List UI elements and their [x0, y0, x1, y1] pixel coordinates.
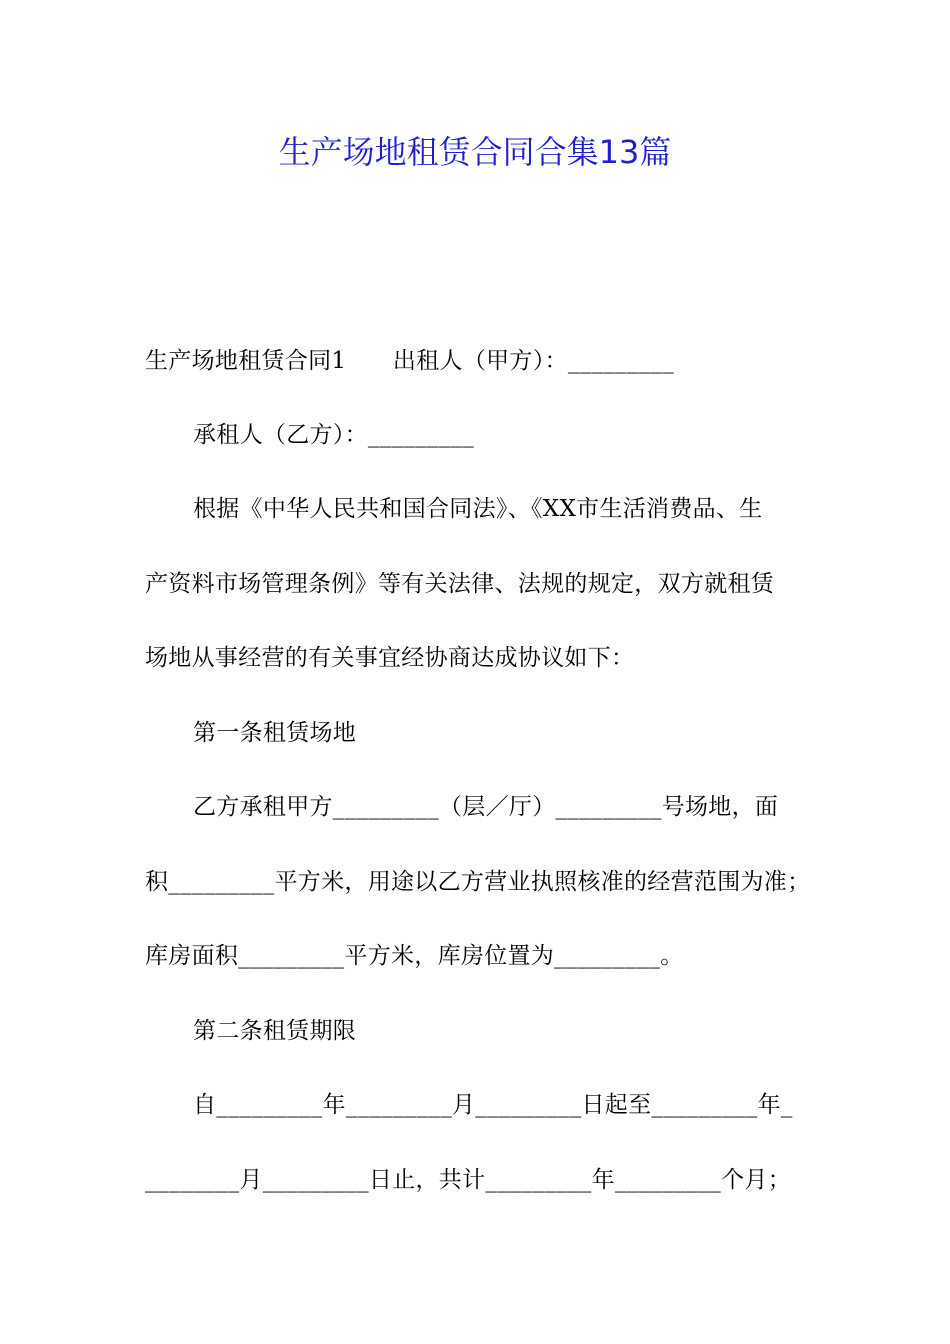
paragraph-line-basis-1: 根据《中华人民共和国合同法》、《XX市生活消费品、生 — [193, 496, 763, 522]
paragraph-line-basis-3: 场地从事经营的有关事宜经协商达成协议如下： — [145, 645, 635, 671]
article-heading-2: 第二条租赁期限 — [193, 1018, 357, 1044]
article-heading-1: 第一条租赁场地 — [193, 720, 357, 746]
paragraph-line-basis-2: 产资料市场管理条例》等有关法律、法规的规定，双方就租赁 — [145, 571, 775, 597]
paragraph-line-term-1: 自_________年_________月_________日起至_________年_ — [193, 1092, 793, 1118]
paragraph-line-site-2: 积_________平方米，用途以乙方营业执照核准的经营范围为准； — [145, 869, 811, 895]
paragraph-line-lessee: 承租人（乙方）：_________ — [193, 422, 475, 448]
paragraph-line-site-3: 库房面积_________平方米，库房位置为_________。 — [145, 943, 684, 969]
paragraph-line-term-2: ________月_________日止，共计_________年_________个月； — [145, 1167, 791, 1193]
paragraph-line-site-1: 乙方承租甲方_________（层／厅）_________号场地，面 — [193, 794, 779, 820]
paragraph-line-contract-heading: 生产场地租赁合同1 出租人（甲方）：_________ — [145, 348, 675, 374]
document-title: 生产场地租赁合同合集13篇 — [278, 133, 672, 171]
